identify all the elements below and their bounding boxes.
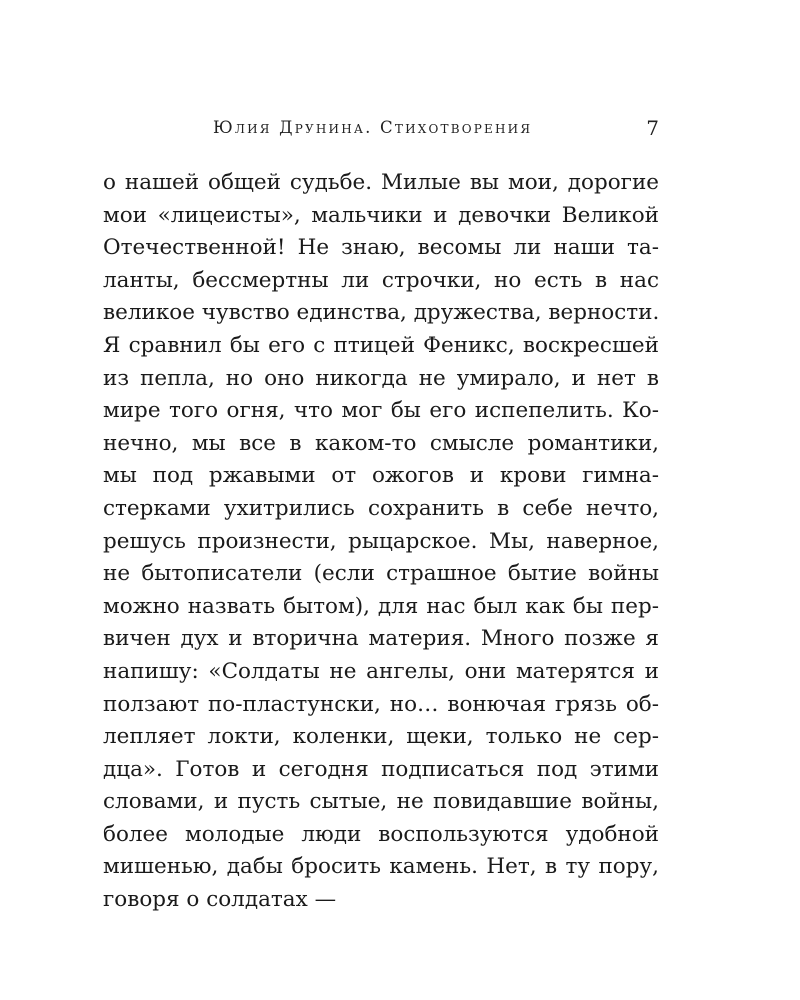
running-head: [103, 116, 659, 142]
text-line: дца». Готов и сегодня подписаться под этими: [103, 756, 659, 782]
text-line: можно назвать бытом), для нас был как бы пер-: [103, 593, 659, 619]
body-text: [103, 167, 659, 917]
page-number: 7: [646, 116, 659, 140]
text-line: Я сравнил бы его с птицей Феникс, воскресшей: [103, 332, 659, 358]
text-line: ланты, бессмертны ли строчки, но есть в нас: [103, 267, 659, 293]
text-line: вичен дух и вторична материя. Много позже я: [103, 626, 659, 652]
text-line: мы под ржавыми от ожогов и крови гимна-: [103, 463, 659, 489]
text-line-last: говоря о солдатах —: [103, 887, 337, 913]
text-line: мире того огня, что мог бы его испепелить. Ко-: [103, 398, 659, 424]
text-line: словами, и пусть сытые, не повидавшие войны,: [103, 789, 659, 815]
text-line: мои «лицеисты», мальчики и девочки Великой: [103, 202, 659, 228]
text-line: великое чувство единства, дружества, верности.: [103, 300, 660, 326]
text-line: нечно, мы все в каком-то смысле романтики,: [103, 430, 659, 456]
running-title: Юлия Друнина. Стихотворения: [213, 118, 533, 137]
text-line: стерками ухитрились сохранить в себе нечто,: [103, 495, 659, 521]
text-line: Отечественной! Не знаю, весомы ли наши та-: [103, 235, 659, 261]
text-line: напишу: «Солдаты не ангелы, они матерятся и: [103, 658, 659, 684]
text-line: не бытописатели (если страшное бытие войны: [103, 561, 659, 587]
text-line: из пепла, но оно никогда не умирало, и нет в: [103, 365, 659, 391]
text-line: о нашей общей судьбе. Милые вы мои, дорогие: [103, 170, 659, 195]
text-line: мишенью, дабы бросить камень. Нет, в ту пору,: [103, 854, 659, 880]
text-line: лепляет локти, коленки, щеки, только не сер-: [103, 724, 659, 750]
text-line: более молодые люди воспользуются удобной: [103, 821, 659, 847]
text-line: решусь произнести, рыцарское. Мы, наверное,: [103, 528, 659, 554]
text-line: ползают по-пластунски, но… вонючая грязь об-: [103, 691, 659, 717]
